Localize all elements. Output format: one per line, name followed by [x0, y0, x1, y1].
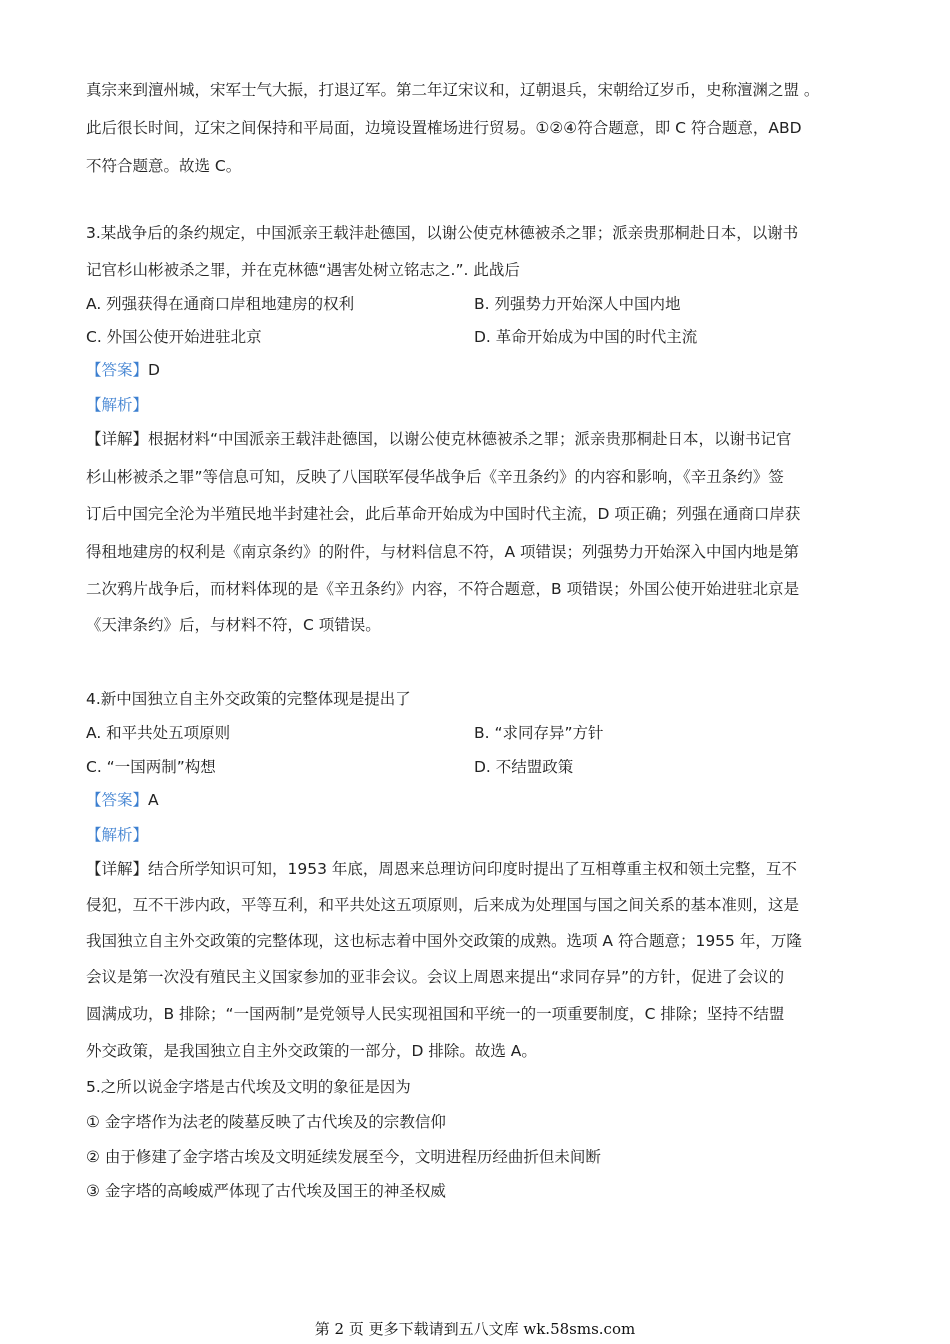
intro-line-2: 此后很长时间，辽宋之间保持和平局面，边境设置榷场进行贸易。①②④符合题意，即 C 符合题意，ABD: [86, 119, 802, 137]
q5-statement-2: ② 由于修建了金字塔古埃及文明延续发展至今，文明进程历经曲折但未间断: [86, 1148, 601, 1166]
q4-detail-line-3: 我国独立自主外交政策的完整体现，这也标志着中国外交政策的成熟。选项 A 符合题意；1955 年，万隆: [86, 932, 802, 950]
q4-option-c: C. “一国两制”构想: [86, 758, 216, 776]
q5-statement-3: ③ 金字塔的高峻威严体现了古代埃及国王的神圣权威: [86, 1182, 446, 1200]
q3-detail-line-5: 二次鸦片战争后，而材料体现的是《辛丑条约》内容，不符合题意，B 项错误；外国公使开始进驻北京是: [86, 580, 800, 598]
q4-analysis: [86, 824, 148, 846]
analysis-tag: 【解析】: [86, 826, 149, 844]
q3-detail-line-2: 杉山彬被杀之罪”等信息可知，反映了八国联军侵华战争后《辛丑条约》的内容和影响，《辛丑条约》签: [86, 468, 784, 486]
q3-option-c: C. 外国公使开始进驻北京: [86, 328, 262, 346]
q3-option-d: D. 革命开始成为中国的时代主流: [474, 328, 698, 346]
q3-answer: [86, 359, 160, 381]
q3-detail-line-1: 【详解】根据材料“中国派亲王载沣赴德国，以谢公使克林德被杀之罪；派亲贵那桐赴日本，以谢书记官: [86, 430, 792, 448]
q4-answer: [86, 789, 159, 811]
detail-tag: 【详解】: [86, 860, 149, 878]
q4-detail-line-4: 会议是第一次没有殖民主义国家参加的亚非会议。会议上周恩来提出“求同存异”的方针，促进了会议的: [86, 968, 785, 986]
q4-answer-value: A: [148, 791, 159, 809]
q3-detail-line-4: 得租地建房的权利是《南京条约》的附件，与材料信息不符，A 项错误；列强势力开始深入中国内地是第: [86, 543, 800, 561]
detail-tag: 【详解】: [86, 430, 149, 448]
q3-detail-line-3: 订后中国完全沦为半殖民地半封建社会，此后革命开始成为中国时代主流，D 项正确；列强在通商口岸获: [86, 505, 801, 523]
analysis-tag: 【解析】: [86, 396, 149, 414]
q3-stem-line-2: 记官杉山彬被杀之罪，并在克林德“遇害处树立铭志之.”. 此战后: [86, 261, 520, 279]
intro-line-1: 真宗来到澶州城，宋军士气大振，打退辽军。第二年辽宋议和，辽朝退兵，宋朝给辽岁币，史称澶渊之盟 。: [86, 81, 820, 99]
q4-option-b: B. “求同存异”方针: [474, 724, 604, 742]
q3-analysis: [86, 394, 148, 416]
q3-detail-line-6: 《天津条约》后，与材料不符，C 项错误。: [86, 616, 381, 634]
q3-answer-value: D: [148, 361, 160, 379]
answer-tag: 【答案】: [86, 361, 149, 379]
q3-option-b: B. 列强势力开始深人中国内地: [474, 295, 681, 313]
q3-stem-line-1: 3.某战争后的条约规定，中国派亲王载沣赴德国，以谢公使克林德被杀之罪；派亲贵那桐赴日本，以谢书: [86, 224, 799, 242]
q4-detail-line-6: 外交政策，是我国独立自主外交政策的一部分，D 排除。故选 A。: [86, 1042, 537, 1060]
answer-tag: 【答案】: [86, 791, 149, 809]
q4-detail-line-1: 【详解】结合所学知识可知，1953 年底，周恩来总理访问印度时提出了互相尊重主权和领土完整，互不: [86, 860, 797, 878]
q5-stem: 5.之所以说金字塔是古代埃及文明的象征是因为: [86, 1078, 411, 1096]
q4-option-d: D. 不结盟政策: [474, 758, 574, 776]
q3-option-a: A. 列强获得在通商口岸租地建房的权利: [86, 295, 355, 313]
q5-statement-1: ① 金字塔作为法老的陵墓反映了古代埃及的宗教信仰: [86, 1113, 446, 1131]
q4-detail-line-5: 圆满成功，B 排除；“一国两制”是党领导人民实现祖国和平统一的一项重要制度，C 排除；坚持不结盟: [86, 1005, 785, 1023]
intro-line-3: 不符合题意。故选 C。: [86, 157, 242, 175]
page-footer: 第 2 页 更多下载请到五八文库 wk.58sms.com: [314, 1320, 636, 1338]
q4-stem: 4.新中国独立自主外交政策的完整体现是提出了: [86, 690, 411, 708]
q4-detail-line-2: 侵犯，互不干涉内政，平等互利，和平共处这五项原则，后来成为处理国与国之间关系的基本准则，这是: [86, 896, 800, 914]
q4-option-a: A. 和平共处五项原则: [86, 724, 231, 742]
